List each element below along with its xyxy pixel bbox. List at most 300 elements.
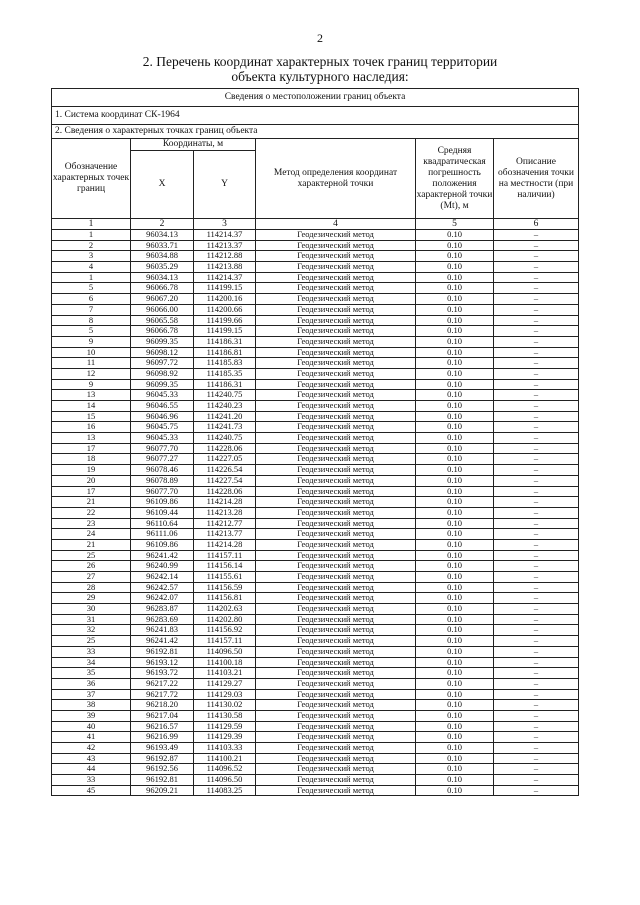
cell-description: – [494, 764, 579, 775]
cell-error-value: 0.10 [416, 593, 494, 604]
points-info-label: 2. Сведения о характерных точках границ объекта [52, 125, 579, 139]
header-x: X [131, 151, 194, 219]
cell-description: – [494, 732, 579, 743]
cell-coord-y: 114241.20 [194, 411, 256, 422]
cell-point-id: 28 [52, 582, 131, 593]
table-row [52, 454, 579, 465]
table-row [52, 336, 579, 347]
cell-method: Геодезический метод [256, 497, 416, 508]
cell-coord-x: 96192.56 [131, 764, 194, 775]
cell-error-value: 0.10 [416, 433, 494, 444]
cell-coord-y: 114156.81 [194, 593, 256, 604]
cell-error-value: 0.10 [416, 283, 494, 294]
cell-coord-y: 114129.59 [194, 721, 256, 732]
cell-error-value: 0.10 [416, 304, 494, 315]
cell-coord-y: 114227.05 [194, 454, 256, 465]
table-row [52, 422, 579, 433]
cell-error-value: 0.10 [416, 614, 494, 625]
cell-coord-y: 114157.11 [194, 550, 256, 561]
cell-coord-x: 96193.72 [131, 668, 194, 679]
cell-method: Геодезический метод [256, 593, 416, 604]
table-row [52, 668, 579, 679]
cell-point-id: 16 [52, 422, 131, 433]
cell-coord-x: 96046.96 [131, 411, 194, 422]
cell-description: – [494, 678, 579, 689]
cell-error-value: 0.10 [416, 475, 494, 486]
title-line-1: 2. Перечень координат характерных точек границ территории [142, 54, 498, 69]
cell-coord-x: 96109.86 [131, 497, 194, 508]
cell-method: Геодезический метод [256, 262, 416, 273]
table-row [52, 732, 579, 743]
table-row [52, 465, 579, 476]
cell-error-value: 0.10 [416, 507, 494, 518]
cell-error-value: 0.10 [416, 785, 494, 796]
cell-point-id: 14 [52, 401, 131, 412]
cell-coord-x: 96034.13 [131, 272, 194, 283]
cell-error-value: 0.10 [416, 443, 494, 454]
cell-method: Геодезический метод [256, 753, 416, 764]
cell-coord-x: 96099.35 [131, 336, 194, 347]
cell-description: – [494, 272, 579, 283]
column-number: 5 [416, 219, 494, 230]
cell-point-id: 17 [52, 443, 131, 454]
table-row [52, 561, 579, 572]
cell-coord-x: 96066.78 [131, 326, 194, 337]
table-row [52, 775, 579, 786]
cell-description: – [494, 390, 579, 401]
column-number: 6 [494, 219, 579, 230]
cell-description: – [494, 358, 579, 369]
cell-coord-x: 96192.81 [131, 775, 194, 786]
cell-method: Геодезический метод [256, 625, 416, 636]
cell-coord-x: 96192.81 [131, 646, 194, 657]
header-designation: Обозначение характерных точек границ [52, 139, 131, 219]
cell-coord-y: 114083.25 [194, 785, 256, 796]
cell-coord-x: 96110.64 [131, 518, 194, 529]
cell-point-id: 22 [52, 507, 131, 518]
cell-error-value: 0.10 [416, 411, 494, 422]
cell-method: Геодезический метод [256, 379, 416, 390]
cell-point-id: 12 [52, 368, 131, 379]
cell-coord-y: 114186.81 [194, 347, 256, 358]
cell-description: – [494, 785, 579, 796]
cell-description: – [494, 368, 579, 379]
cell-method: Геодезический метод [256, 775, 416, 786]
cell-description: – [494, 465, 579, 476]
cell-method: Геодезический метод [256, 272, 416, 283]
cell-error-value: 0.10 [416, 572, 494, 583]
cell-point-id: 45 [52, 785, 131, 796]
cell-point-id: 39 [52, 710, 131, 721]
cell-description: – [494, 593, 579, 604]
table-row [52, 582, 579, 593]
cell-coord-y: 114212.77 [194, 518, 256, 529]
cell-method: Геодезический метод [256, 401, 416, 412]
cell-description: – [494, 411, 579, 422]
cell-description: – [494, 700, 579, 711]
cell-error-value: 0.10 [416, 422, 494, 433]
cell-error-value: 0.10 [416, 710, 494, 721]
cell-coord-y: 114226.54 [194, 465, 256, 476]
cell-method: Геодезический метод [256, 390, 416, 401]
cell-coord-y: 114156.92 [194, 625, 256, 636]
cell-point-id: 7 [52, 304, 131, 315]
cell-method: Геодезический метод [256, 283, 416, 294]
cell-point-id: 4 [52, 262, 131, 273]
cell-coord-x: 96099.35 [131, 379, 194, 390]
cell-coord-x: 96066.78 [131, 283, 194, 294]
cell-coord-x: 96035.29 [131, 262, 194, 273]
cell-error-value: 0.10 [416, 668, 494, 679]
cell-point-id: 5 [52, 326, 131, 337]
cell-description: – [494, 529, 579, 540]
cell-coord-x: 96216.57 [131, 721, 194, 732]
cell-coord-y: 114202.80 [194, 614, 256, 625]
cell-coord-y: 114202.63 [194, 604, 256, 615]
table-row [52, 475, 579, 486]
cell-error-value: 0.10 [416, 657, 494, 668]
cell-description: – [494, 326, 579, 337]
table-row [52, 721, 579, 732]
cell-point-id: 34 [52, 657, 131, 668]
cell-point-id: 11 [52, 358, 131, 369]
cell-coord-y: 114199.15 [194, 283, 256, 294]
cell-method: Геодезический метод [256, 411, 416, 422]
cell-error-value: 0.10 [416, 326, 494, 337]
cell-description: – [494, 240, 579, 251]
cell-coord-x: 96045.33 [131, 433, 194, 444]
cell-method: Геодезический метод [256, 539, 416, 550]
cell-coord-y: 114103.33 [194, 743, 256, 754]
cell-error-value: 0.10 [416, 272, 494, 283]
cell-error-value: 0.10 [416, 743, 494, 754]
cell-description: – [494, 379, 579, 390]
cell-method: Геодезический метод [256, 422, 416, 433]
cell-error-value: 0.10 [416, 529, 494, 540]
cell-point-id: 13 [52, 433, 131, 444]
cell-point-id: 29 [52, 593, 131, 604]
cell-method: Геодезический метод [256, 475, 416, 486]
cell-coord-x: 96216.99 [131, 732, 194, 743]
table-row [52, 678, 579, 689]
column-numbers-row [52, 219, 579, 230]
cell-coord-x: 96242.14 [131, 572, 194, 583]
cell-description: – [494, 689, 579, 700]
cell-coord-x: 96034.88 [131, 251, 194, 262]
cell-point-id: 5 [52, 283, 131, 294]
cell-description: – [494, 743, 579, 754]
cell-method: Геодезический метод [256, 700, 416, 711]
cell-description: – [494, 625, 579, 636]
cell-coord-y: 114200.16 [194, 294, 256, 305]
cell-error-value: 0.10 [416, 251, 494, 262]
cell-point-id: 36 [52, 678, 131, 689]
cell-description: – [494, 507, 579, 518]
cell-method: Геодезический метод [256, 689, 416, 700]
cell-method: Геодезический метод [256, 732, 416, 743]
table-row [52, 539, 579, 550]
cell-point-id: 42 [52, 743, 131, 754]
table-row [52, 379, 579, 390]
cell-coord-y: 114096.52 [194, 764, 256, 775]
cell-coord-x: 96046.55 [131, 401, 194, 412]
cell-point-id: 35 [52, 668, 131, 679]
header-error: Средняя квадратическая погрешность положения характерной точки (Mt), м [416, 139, 494, 219]
cell-method: Геодезический метод [256, 710, 416, 721]
cell-error-value: 0.10 [416, 775, 494, 786]
cell-method: Геодезический метод [256, 582, 416, 593]
cell-coord-y: 114185.83 [194, 358, 256, 369]
cell-coord-y: 114186.31 [194, 379, 256, 390]
cell-method: Геодезический метод [256, 604, 416, 615]
cell-description: – [494, 347, 579, 358]
cell-method: Геодезический метод [256, 678, 416, 689]
cell-coord-x: 96065.58 [131, 315, 194, 326]
cell-point-id: 25 [52, 550, 131, 561]
section-header-row [52, 89, 579, 107]
table-row [52, 304, 579, 315]
cell-error-value: 0.10 [416, 625, 494, 636]
cell-method: Геодезический метод [256, 529, 416, 540]
cell-point-id: 44 [52, 764, 131, 775]
cell-point-id: 13 [52, 390, 131, 401]
cell-coord-x: 96192.87 [131, 753, 194, 764]
table-row [52, 764, 579, 775]
title-line-2: объекта культурного наследия: [231, 69, 409, 84]
cell-method: Геодезический метод [256, 785, 416, 796]
cell-error-value: 0.10 [416, 646, 494, 657]
points-info-row [52, 125, 579, 139]
table-row [52, 689, 579, 700]
cell-point-id: 1 [52, 272, 131, 283]
cell-error-value: 0.10 [416, 240, 494, 251]
cell-coord-x: 96217.04 [131, 710, 194, 721]
cell-point-id: 24 [52, 529, 131, 540]
cell-description: – [494, 721, 579, 732]
cell-error-value: 0.10 [416, 732, 494, 743]
header-coordinates: Координаты, м [131, 139, 256, 151]
cell-description: – [494, 657, 579, 668]
cell-method: Геодезический метод [256, 646, 416, 657]
cell-coord-y: 114129.27 [194, 678, 256, 689]
cell-point-id: 17 [52, 486, 131, 497]
cell-method: Геодезический метод [256, 368, 416, 379]
cell-method: Геодезический метод [256, 433, 416, 444]
cell-error-value: 0.10 [416, 561, 494, 572]
cell-coord-x: 96045.75 [131, 422, 194, 433]
cell-coord-x: 96098.12 [131, 347, 194, 358]
table-row [52, 625, 579, 636]
cell-description: – [494, 251, 579, 262]
cell-point-id: 9 [52, 379, 131, 390]
cell-coord-y: 114096.50 [194, 775, 256, 786]
cell-point-id: 8 [52, 315, 131, 326]
header-row-1 [52, 139, 579, 151]
cell-coord-x: 96241.42 [131, 550, 194, 561]
cell-coord-x: 96218.20 [131, 700, 194, 711]
table-row [52, 743, 579, 754]
cell-error-value: 0.10 [416, 390, 494, 401]
cell-point-id: 18 [52, 454, 131, 465]
cell-description: – [494, 283, 579, 294]
cell-coord-x: 96242.07 [131, 593, 194, 604]
table-row [52, 358, 579, 369]
coord-system-row [52, 107, 579, 125]
cell-coord-y: 114214.28 [194, 539, 256, 550]
cell-point-id: 37 [52, 689, 131, 700]
cell-description: – [494, 475, 579, 486]
cell-point-id: 31 [52, 614, 131, 625]
coordinates-table-body [52, 89, 579, 796]
table-row [52, 593, 579, 604]
cell-description: – [494, 518, 579, 529]
cell-error-value: 0.10 [416, 497, 494, 508]
cell-description: – [494, 710, 579, 721]
table-row [52, 443, 579, 454]
cell-method: Геодезический метод [256, 443, 416, 454]
cell-error-value: 0.10 [416, 315, 494, 326]
cell-method: Геодезический метод [256, 572, 416, 583]
cell-coord-y: 114130.02 [194, 700, 256, 711]
cell-point-id: 26 [52, 561, 131, 572]
cell-coord-y: 114130.58 [194, 710, 256, 721]
table-row [52, 251, 579, 262]
cell-method: Геодезический метод [256, 614, 416, 625]
cell-error-value: 0.10 [416, 336, 494, 347]
cell-coord-x: 96077.70 [131, 486, 194, 497]
cell-error-value: 0.10 [416, 753, 494, 764]
table-row [52, 390, 579, 401]
cell-point-id: 33 [52, 775, 131, 786]
cell-coord-y: 114200.66 [194, 304, 256, 315]
cell-point-id: 9 [52, 336, 131, 347]
cell-error-value: 0.10 [416, 347, 494, 358]
cell-coord-x: 96067.20 [131, 294, 194, 305]
cell-method: Геодезический метод [256, 507, 416, 518]
cell-coord-y: 114199.15 [194, 326, 256, 337]
cell-coord-y: 114186.31 [194, 336, 256, 347]
header-description: Описание обозначения точки на местности (при наличии) [494, 139, 579, 219]
table-row [52, 240, 579, 251]
cell-description: – [494, 646, 579, 657]
cell-method: Геодезический метод [256, 764, 416, 775]
cell-description: – [494, 614, 579, 625]
cell-point-id: 10 [52, 347, 131, 358]
table-row [52, 272, 579, 283]
column-number: 1 [52, 219, 131, 230]
cell-point-id: 1 [52, 230, 131, 241]
cell-description: – [494, 401, 579, 412]
cell-error-value: 0.10 [416, 582, 494, 593]
table-row [52, 646, 579, 657]
cell-coord-y: 114156.14 [194, 561, 256, 572]
document-title [100, 54, 540, 84]
table-row [52, 710, 579, 721]
cell-description: – [494, 604, 579, 615]
cell-coord-x: 96283.87 [131, 604, 194, 615]
table-row [52, 315, 579, 326]
cell-error-value: 0.10 [416, 486, 494, 497]
cell-point-id: 40 [52, 721, 131, 732]
section-header: Сведения о местоположении границ объекта [52, 89, 579, 107]
cell-coord-y: 114100.21 [194, 753, 256, 764]
cell-point-id: 30 [52, 604, 131, 615]
cell-coord-x: 96193.12 [131, 657, 194, 668]
cell-method: Геодезический метод [256, 230, 416, 241]
cell-error-value: 0.10 [416, 604, 494, 615]
cell-description: – [494, 262, 579, 273]
cell-method: Геодезический метод [256, 304, 416, 315]
cell-coord-y: 114241.73 [194, 422, 256, 433]
cell-description: – [494, 315, 579, 326]
cell-point-id: 15 [52, 411, 131, 422]
cell-description: – [494, 454, 579, 465]
cell-coord-y: 114240.23 [194, 401, 256, 412]
cell-description: – [494, 304, 579, 315]
cell-method: Геодезический метод [256, 636, 416, 647]
table-row [52, 785, 579, 796]
cell-coord-y: 114185.35 [194, 368, 256, 379]
cell-coord-x: 96242.57 [131, 582, 194, 593]
cell-coord-x: 96034.13 [131, 230, 194, 241]
cell-description: – [494, 433, 579, 444]
cell-coord-y: 114199.66 [194, 315, 256, 326]
cell-coord-x: 96283.69 [131, 614, 194, 625]
cell-error-value: 0.10 [416, 358, 494, 369]
cell-error-value: 0.10 [416, 700, 494, 711]
cell-coord-x: 96111.06 [131, 529, 194, 540]
cell-coord-y: 114213.28 [194, 507, 256, 518]
cell-description: – [494, 668, 579, 679]
cell-coord-x: 96209.21 [131, 785, 194, 796]
cell-method: Геодезический метод [256, 326, 416, 337]
cell-description: – [494, 443, 579, 454]
cell-coord-x: 96109.44 [131, 507, 194, 518]
table-row [52, 657, 579, 668]
cell-coord-y: 114129.03 [194, 689, 256, 700]
cell-method: Геодезический метод [256, 518, 416, 529]
table-row [52, 368, 579, 379]
cell-coord-x: 96097.72 [131, 358, 194, 369]
cell-coord-x: 96109.86 [131, 539, 194, 550]
cell-error-value: 0.10 [416, 379, 494, 390]
cell-point-id: 21 [52, 539, 131, 550]
cell-error-value: 0.10 [416, 689, 494, 700]
cell-coord-x: 96078.89 [131, 475, 194, 486]
table-row [52, 283, 579, 294]
cell-method: Геодезический метод [256, 454, 416, 465]
cell-error-value: 0.10 [416, 401, 494, 412]
cell-coord-x: 96045.33 [131, 390, 194, 401]
cell-method: Геодезический метод [256, 315, 416, 326]
cell-description: – [494, 753, 579, 764]
cell-description: – [494, 572, 579, 583]
cell-coord-x: 96078.46 [131, 465, 194, 476]
cell-coord-y: 114129.39 [194, 732, 256, 743]
cell-method: Геодезический метод [256, 358, 416, 369]
cell-method: Геодезический метод [256, 743, 416, 754]
cell-coord-y: 114100.18 [194, 657, 256, 668]
cell-point-id: 6 [52, 294, 131, 305]
cell-coord-y: 114213.88 [194, 262, 256, 273]
table-row [52, 518, 579, 529]
table-row [52, 486, 579, 497]
cell-coord-y: 114227.54 [194, 475, 256, 486]
cell-point-id: 38 [52, 700, 131, 711]
cell-error-value: 0.10 [416, 550, 494, 561]
table-row [52, 700, 579, 711]
header-method: Метод определения координат характерной точки [256, 139, 416, 219]
